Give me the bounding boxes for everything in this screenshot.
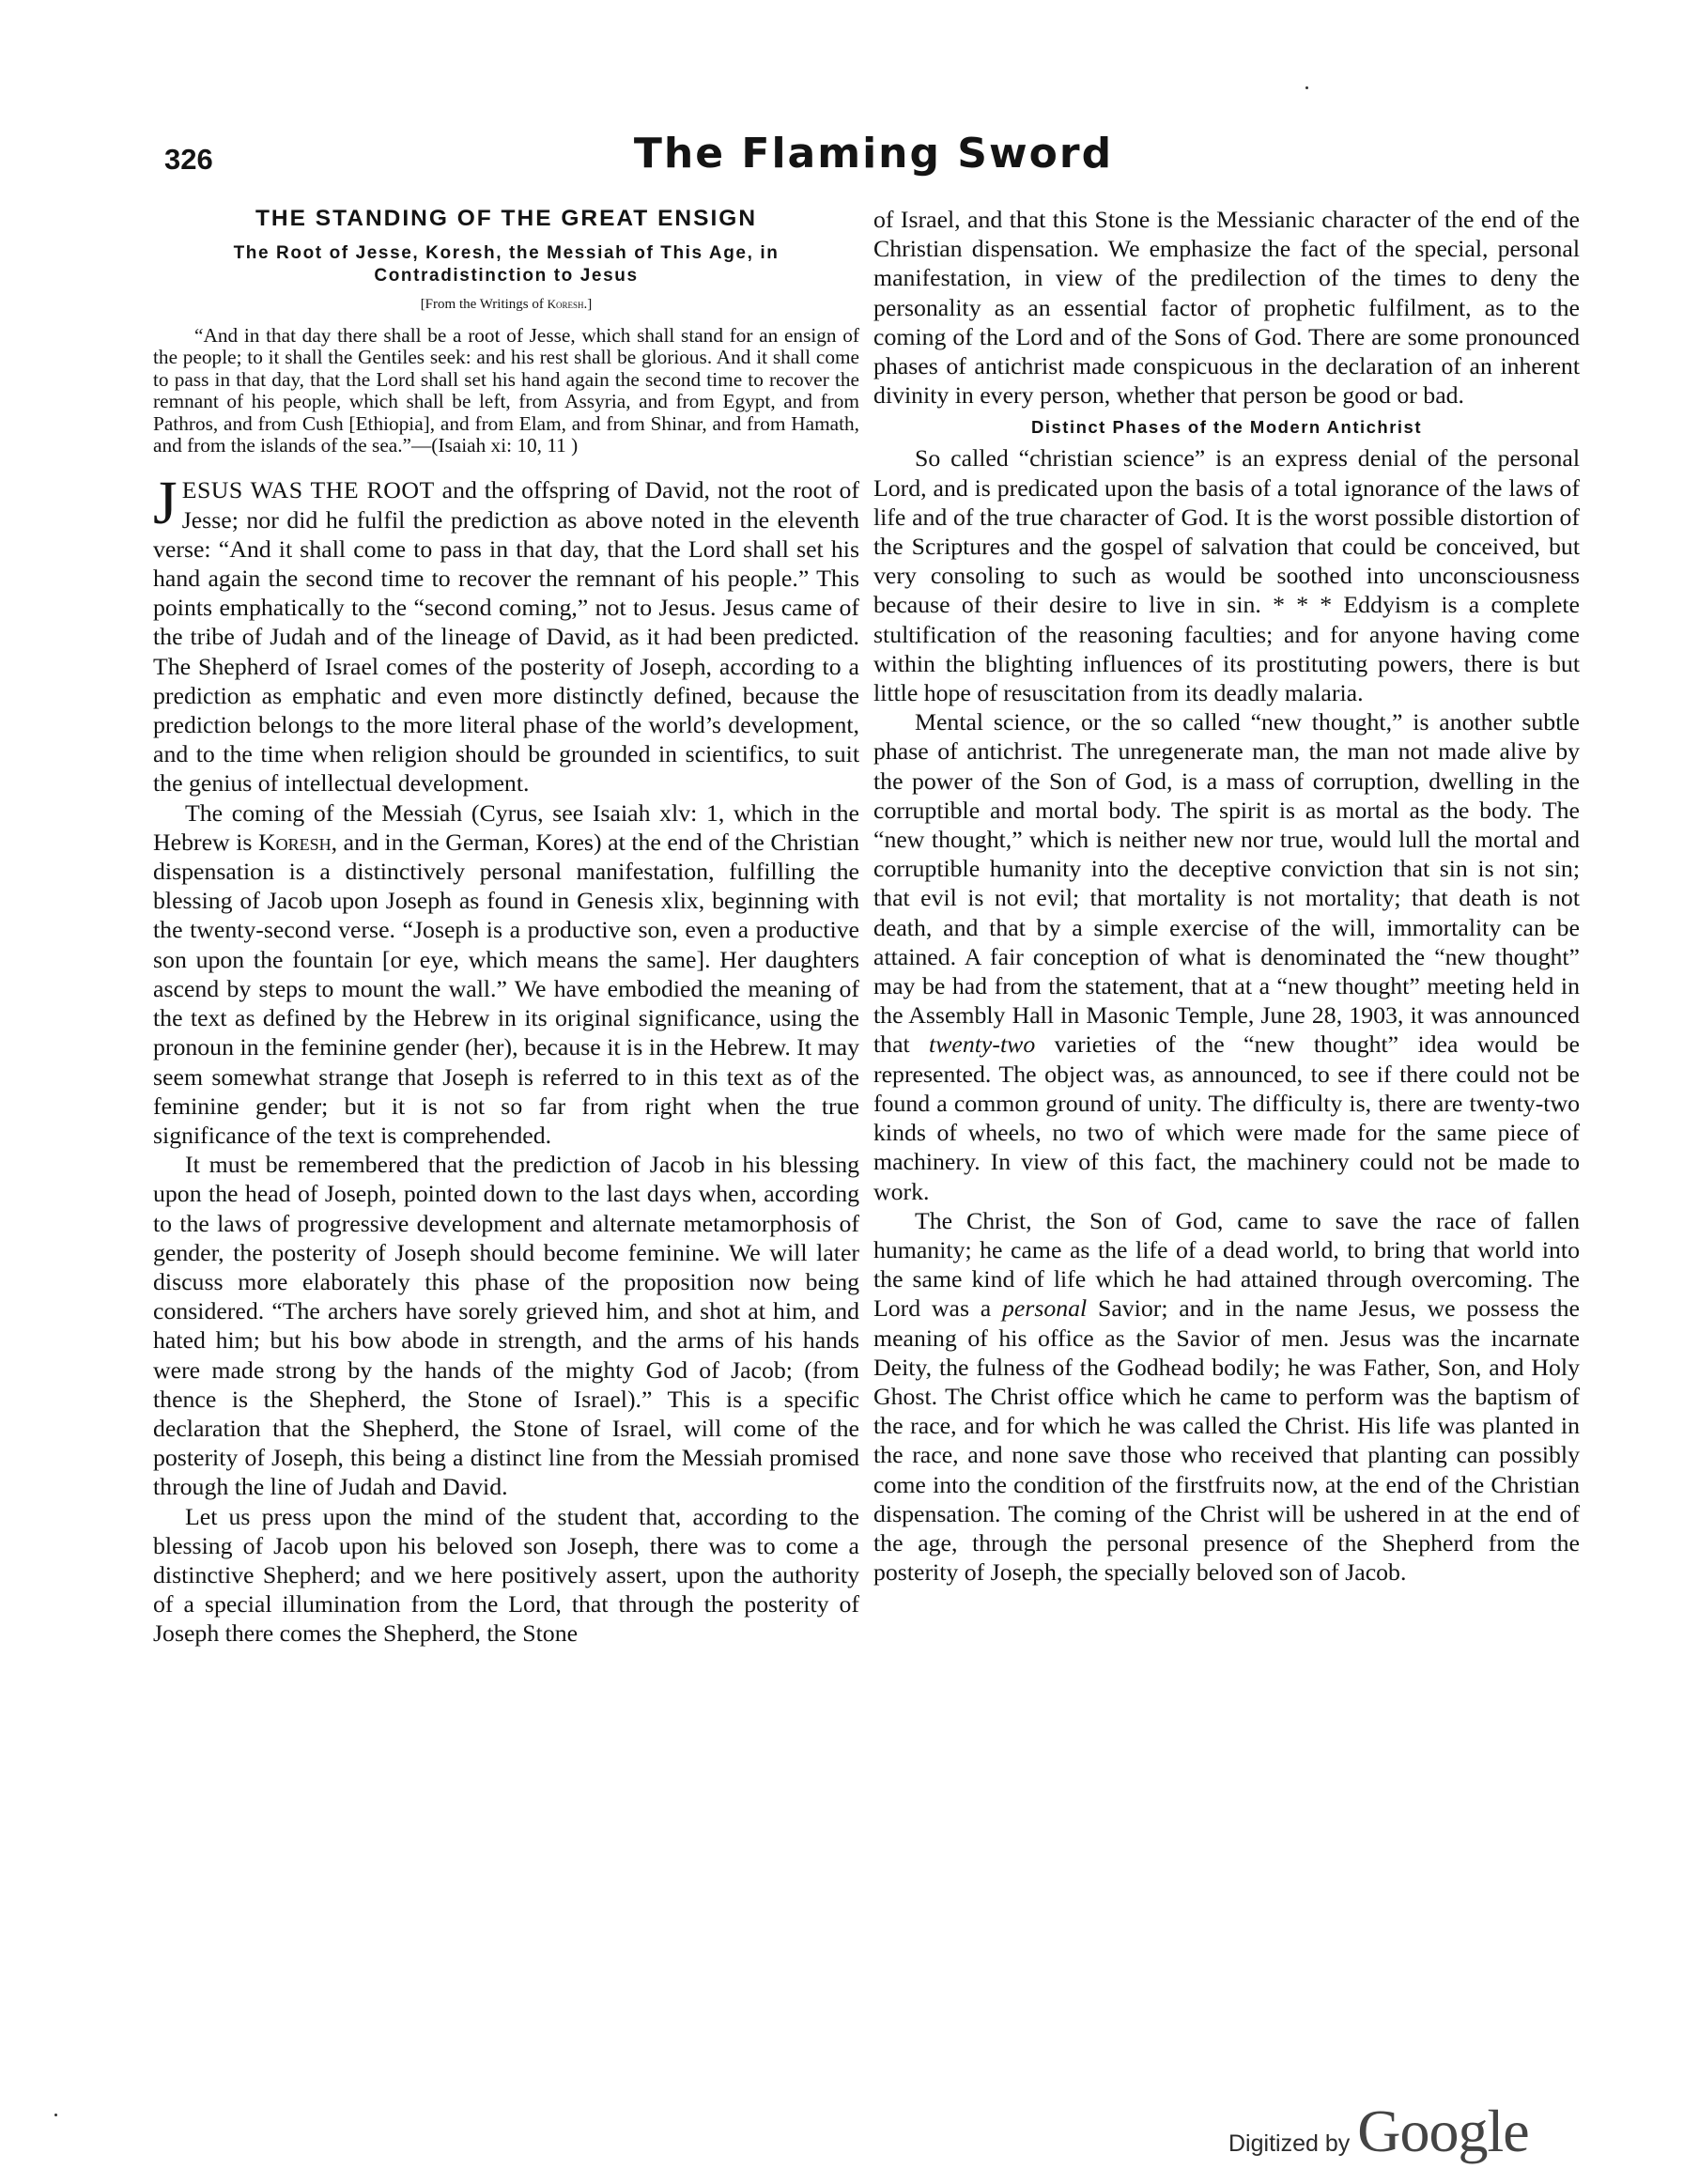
digitized-watermark <box>1228 2097 1529 2164</box>
paragraph-1-text: and the offspring of David, not the root of Jesse; nor did he fulfil the prediction as above noted in the eleventh verse: “And it shall come to pass in that day, that the Lord shall set his hand again the second time to recover the remnant of his people.” This points emphatically to the “second coming,” not to Jesus. Jesus came of the tribe of Judah and of the lineage of David, as it had been predicted. The Shepherd of Israel comes of the posterity of Joseph, according to a prediction as emphatic and even more distinctly defined, because the prediction belongs to the more literal phase of the world’s development, and to the time when religion should be grounded in scientifics, to suit the genius of intellectual development. <box>153 476 859 798</box>
running-title: The Flaming Sword <box>633 130 1114 178</box>
article-title: THE STANDING OF THE GREAT ENSIGN <box>255 206 758 231</box>
paragraph-6-before: Mental science, or the so called “new thought,” is another subtle phase of antichrist. The unregenerate man, the man not made alive by the power of the Son of God, is a mass of corruption, dwelling in the corruptible and mortal body. The spirit is as mortal as the body. The “new thought,” which is neither new nor true, would lull the mortal and corruptible humanity into the deceptive conviction that sin is not sin; that evil is not evil; that mortality is not mortality; that death is not death, and that by a simple exercise of the will, immortality can be attained. A fair conception of what is denominated the “new thought” may be had from the statement, that at a “new thought” meeting held in the Assembly Hall in Masonic Temple, June 28, 1903, it was announced that <box>873 708 1580 1059</box>
scan-speck <box>54 2114 57 2116</box>
epigraph-quote: “And in that day there shall be a root of Jesse, which shall stand for an ensign of the people; to it shall the Gentiles seek: and his rest shall be glorious. And it shall come to pass in that day, that the Lord shall set his hand again the second time to recover the remnant of his people, which shall be left, from Assyria, and from Egypt, and from Pathros, and from Cush [Ethiopia], and from Elam, and from Shinar, and from Hamath, and from the islands of the sea.”—(Isaiah xi: 10, 11 ) <box>153 324 859 457</box>
google-logo: Google <box>1357 2098 1529 2164</box>
paragraph-5: So called “christian science” is an express denial of the personal Lord, and is predicated upon the basis of a total ignorance of the laws of life and of the true character of God. It is the worst possible distortion of the Scriptures and the gospel of salvation that could be conceived, but very consoling to such as would be soothed into unconsciousness because of their desire to live in sin. * * * Eddyism is a complete stultification of the reasoning faculties; and for anyone having come within the blighting influences of its prostituting powers, there is but little hope of resuscitation from its deadly malaria. <box>873 444 1580 707</box>
paragraph-7-after: Savior; and in the name Jesus, we possess the meaning of his office as the Savior of men. Jesus was the incarnate Deity, the fulness of the Godhead bodily; he was Father, Son, and Holy Ghost. The Christ office which he came to perform was the baptism of the race, and for which he was called the Christ. His life was planted in the race, and none save those who received that planting can possibly come into the condition of the firstfruits now, at the end of the Christian dispensation. The coming of the Christ will be ushered in at the end of the age, through the personal presence of the Shepherd from the posterity of Joseph, the specially beloved son of Jacob. <box>873 1294 1581 1587</box>
drop-cap: J <box>153 469 178 538</box>
paragraph-7-italic: personal <box>1001 1294 1088 1323</box>
source-name: Koresh <box>547 297 584 311</box>
paragraph-6-italic: twenty-two <box>929 1030 1036 1059</box>
paragraph-2-after: , and in the German, Kores) at the end of the Christian dispensation is a distinctively personal manifestation, fulfilling the blessing of Jacob upon Joseph as found in Genesis xlix, beginning with the twenty-second verse. “Joseph is a productive son, even a productive son upon the fountain [or eye, which means the same]. Her daughters ascend by steps to mount the wall.” We have embodied the meaning of the text as defined by the Hebrew in its original significance, using the pronoun in the feminine gender (her), because it is in the Hebrew. It may seem somewhat strange that Joseph is referred to in this text as of the feminine gender; but it is not so far from right when the true significance of the text is comprehended. <box>153 828 859 1149</box>
paragraph-6 <box>873 707 1580 1205</box>
paragraph-4-continued: of Israel, and that this Stone is the Messianic character of the end of the Christian dispensation. We emphasize the fact of the special, personal manifestation, in view of the predilection of the times to deny the personality as an essential factor of prophetic fulfilment, as to the coming of the Lord and of the Sons of God. There are some pronounced phases of antichrist made conspicuous in the declaration of an inherent divinity in every person, whether that person be good or bad. <box>873 206 1580 410</box>
paragraph-3: It must be remembered that the prediction of Jacob in his blessing upon the head of Joseph, pointed down to the last days when, according to the laws of progressive development and alternate metamorphosis of gender, the posterity of Joseph should become feminine. We will later discuss more elaborately this phase of the proposition now being considered. “The archers have sorely grieved him, and shot at him, and hated him; but his bow abode in strength, and the arms of his hands were made strong by the hands of the mighty God of Jacob; (from thence is the Shepherd, the Stone of Israel).” This is a specific declaration that the Shepherd, the Stone of Israel, will come of the posterity of Joseph, this being a distinct line from the Messiah promised through the line of Judah and David. <box>153 1151 859 1501</box>
section-heading: Distinct Phases of the Modern Antichrist <box>1031 417 1422 438</box>
scan-speck <box>1305 86 1308 89</box>
source-suffix: .] <box>583 297 593 312</box>
source-prefix: [From the Writings of <box>420 297 544 312</box>
right-column <box>873 205 1580 1587</box>
left-column <box>153 205 859 1649</box>
article-subtitle: The Root of Jesse, Koresh, the Messiah of This Age, in Contradistinction to Jesus <box>233 243 780 286</box>
paragraph-7 <box>873 1206 1580 1588</box>
paragraph-6-after: varieties of the “new thought” idea would be represented. The object was, as announced, to see if there could not be found a common ground of unity. The difficulty is, there are twenty-two kinds of wheels, no two of which were made for the same piece of machinery. In view of this fact, the machinery could not be made to work. <box>873 1030 1580 1205</box>
paragraph-2 <box>153 798 859 1150</box>
source-note <box>153 295 859 314</box>
paragraph-1-lead: ESUS WAS THE ROOT <box>181 476 435 504</box>
paragraph-1 <box>153 469 859 798</box>
digitized-label: Digitized by <box>1228 2130 1351 2157</box>
paragraph-4: Let us press upon the mind of the student that, according to the blessing of Jacob upon his beloved son Joseph, there was to come a distinctive Shepherd; and we here positively assert, upon the authority of a special illumination from the Lord, that through the posterity of Joseph there comes the Shepherd, the Stone <box>153 1502 859 1648</box>
paragraph-7-before: The Christ, the Son of God, came to save the race of fallen humanity; he came as the life of a dead world, to bring that world into the same kind of life which he had attained through overcoming. The Lord was a <box>873 1206 1580 1323</box>
paragraph-2-before: The coming of the Messiah (Cyrus, see Isaiah xlv: 1, which in the Hebrew is <box>153 798 859 856</box>
koresh-name: Koresh <box>258 828 332 856</box>
page-number: 326 <box>164 143 213 176</box>
